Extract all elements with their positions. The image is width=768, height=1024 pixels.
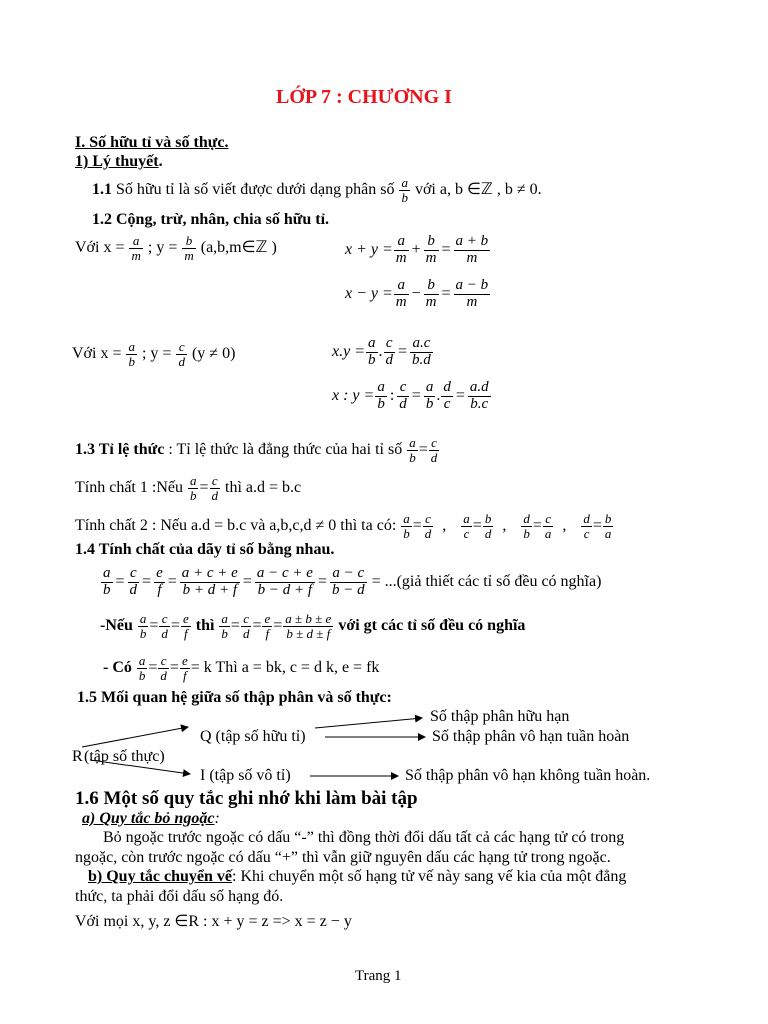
numerator: c (128, 566, 140, 583)
denominator: b − d + f (257, 581, 313, 598)
operator: = (199, 478, 209, 496)
numerator: a.c (410, 336, 433, 353)
denominator: c (583, 525, 590, 541)
denominator: m (425, 293, 437, 310)
separator: , (442, 516, 447, 534)
rule-b-line-2: thức, ta phải đổi dấu số hạng đó. (75, 888, 284, 905)
denominator: d (161, 625, 168, 641)
denominator: d (242, 625, 250, 641)
numerator: a + c + e (181, 565, 238, 581)
denominator: m (395, 293, 407, 310)
denominator: d (160, 667, 167, 683)
operator: = (592, 516, 602, 534)
denominator: b (377, 395, 385, 412)
denominator: c (463, 525, 470, 541)
numerator: e (264, 611, 271, 626)
operator: . (378, 342, 383, 360)
numerator: c (543, 512, 554, 527)
numerator: a (377, 379, 385, 395)
label-nonrepeating-decimal: Số thập phân vô hạn không tuần hoàn. (405, 767, 651, 784)
denominator: d (399, 395, 407, 412)
denominator: d (430, 449, 438, 465)
denominator: m (184, 247, 194, 263)
denominator: c (443, 395, 451, 412)
numerator: a (221, 611, 228, 626)
label-repeating-decimal: Số thập phân vô hạn tuần hoàn (432, 728, 630, 745)
item-1-3-heading: 1.3 Tỉ lệ thức (75, 440, 165, 458)
label-finite-decimal: Số thập phân hữu hạn (430, 708, 570, 725)
numerator: a.d (469, 379, 489, 395)
denominator: b ± d ± f (286, 625, 331, 641)
operator: − (411, 284, 421, 302)
denominator: b (368, 351, 376, 368)
numerator: c (429, 436, 440, 451)
numerator: b (182, 234, 195, 249)
operator: = (170, 616, 180, 634)
numerator: e (156, 565, 163, 581)
numerator: b (484, 511, 492, 526)
numerator: c (423, 512, 434, 527)
numerator: b (424, 234, 439, 251)
numerator: a (103, 565, 111, 581)
numerator: e (182, 611, 189, 626)
numerator: d (443, 379, 451, 395)
item-1-2-heading: 1.2 Cộng, trừ, nhân, chia số hữu tỉ. (92, 211, 330, 228)
operator: + (411, 240, 421, 258)
denominator: b (139, 625, 147, 641)
numerator: a (138, 653, 146, 668)
label-real-set: (tập số thực) (84, 748, 165, 765)
property-1-suffix: thì a.d = b.c (221, 478, 302, 496)
numerator: c (210, 474, 221, 489)
lhs: x.y = (332, 342, 365, 360)
denominator: b − d (331, 581, 365, 598)
item-1-1-text: Số hữu tỉ là số viết được dưới dạng phân số (112, 180, 399, 198)
denominator: d (385, 351, 393, 368)
label-irrational-set: I (tập số vô tỉ) (200, 767, 291, 784)
operator: = (230, 616, 240, 634)
numerator: a (394, 278, 409, 295)
operator: = (418, 440, 428, 458)
lhs: x − y = (345, 284, 393, 302)
numerator: b (424, 278, 439, 295)
denominator: b (401, 189, 408, 205)
have-label: - Có (103, 658, 136, 676)
denominator: b.d (412, 351, 431, 368)
denominator: d (178, 353, 185, 369)
operator: = (148, 658, 158, 676)
numerator: a (128, 339, 135, 354)
operator: . (436, 386, 441, 404)
arrow-q-to-finite (315, 718, 422, 728)
rule-a-line-2: ngoặc, còn trước ngoặc có dấu “+” thì vẫn giữ nguyên dấu các hạng tử trong ngoặc. (75, 849, 611, 866)
condition-label: (y ≠ 0) (187, 344, 236, 362)
operator: = (142, 572, 152, 590)
theory-label: 1) Lý thuyết (75, 153, 159, 170)
with-x-label: Với x = (72, 344, 126, 362)
numerator: a ± b ± e (285, 611, 332, 626)
denominator: b (138, 667, 146, 683)
item-1-6-heading: 1.6 Một số quy tắc ghi nhớ khi làm bài tập (75, 788, 418, 809)
denominator: a (604, 525, 612, 541)
operator: = (242, 572, 252, 590)
page-number: Trang 1 (355, 968, 402, 984)
denominator: f (183, 667, 187, 683)
denominator: b (403, 525, 410, 541)
rule-b-line-3: Với mọi x, y, z ∈R : x + y = z => x = z − y (75, 913, 352, 930)
rule-b-line-1 (88, 868, 626, 886)
denominator: f (157, 581, 162, 598)
property-2-prefix: Tính chất 2 : Nếu a.d = b.c và a,b,c,d ≠ 0 thì ta có: (75, 516, 401, 534)
denominator: b (189, 487, 197, 503)
separator: , (502, 516, 507, 534)
denominator: b (425, 395, 434, 412)
numerator: d (583, 511, 590, 526)
numerator: a − c + e (256, 565, 313, 581)
denominator: m (131, 247, 141, 263)
item-1-5-heading: 1.5 Mối quan hệ giữa số thập phân và số thực: (77, 689, 392, 706)
rule-a-title-text: a) Quy tắc bỏ ngoặc (82, 810, 215, 827)
operator: = (472, 516, 482, 534)
numerator: c (384, 336, 396, 353)
label-real-set-letter: R (72, 748, 83, 765)
denominator: b (409, 449, 416, 465)
denominator: m (466, 293, 478, 310)
denominator: b (221, 625, 228, 641)
denominator: f (265, 625, 270, 641)
rule-a-colon: : (214, 810, 220, 827)
operator: = (149, 616, 159, 634)
denominator: d (211, 487, 218, 503)
theory-dot: . (158, 153, 163, 170)
operator: = (532, 516, 542, 534)
numerator: c (241, 612, 252, 627)
numerator: a (368, 335, 376, 351)
item-1-1-tail: với a, b ∈ℤ , b ≠ 0. (410, 180, 542, 198)
numerator: a (401, 175, 408, 190)
denominator: b.c (470, 395, 489, 412)
operator: = (455, 386, 465, 404)
arrow-r-to-q (82, 727, 188, 747)
numerator: a (139, 611, 147, 626)
operator: : (389, 386, 395, 404)
section-heading: I. Số hữu tỉ và số thực. (75, 134, 229, 151)
property-1-prefix: Tính chất 1 :Nếu (75, 478, 187, 496)
denominator: m (425, 249, 437, 266)
denominator: b (103, 581, 111, 598)
lhs: x : y = (332, 386, 375, 404)
operator: = (273, 616, 283, 634)
rule-a-line-1: Bỏ ngoặc trước ngoặc có dấu “-” thì đồng thời đổi dấu tất cả các hạng tử có trong (103, 829, 625, 846)
operator: = (441, 240, 451, 258)
numerator: c (176, 340, 187, 355)
operator: = (115, 572, 125, 590)
numerator: e (181, 653, 188, 668)
then-label: thì (191, 616, 219, 634)
numerator: a (409, 435, 416, 450)
page-title: LỚP 7 : CHƯƠNG I (276, 86, 452, 108)
item-1-4-heading: 1.4 Tính chất của dãy tỉ số bằng nhau. (75, 541, 335, 558)
denominator: b (128, 353, 135, 369)
operator: = (169, 658, 179, 676)
numerator: c (397, 380, 409, 397)
if-label: -Nếu (100, 616, 137, 634)
operator: = (167, 572, 177, 590)
if-then-tail: với gt các tỉ số đều có nghĩa (334, 616, 526, 634)
numerator: b (604, 511, 612, 526)
ratio-chain-tail: = ...(giả thiết các tỉ số đều có nghĩa) (367, 572, 602, 590)
operator: = (317, 572, 327, 590)
with-x-label: Với x = (75, 238, 129, 256)
denominator: d (424, 525, 432, 541)
denominator: b + d + f (182, 581, 237, 598)
label-rational-set: Q (tập số hữu tỉ) (200, 728, 306, 745)
numerator: a (189, 473, 197, 488)
lhs: x + y = (345, 240, 393, 258)
sep-label: ; y = (137, 344, 176, 362)
denominator: m (395, 249, 407, 266)
separator: , (562, 516, 567, 534)
denominator: b (523, 525, 530, 541)
operator: = (412, 516, 422, 534)
numerator: a (129, 234, 142, 249)
operator: = (398, 342, 408, 360)
denominator: m (466, 249, 478, 266)
numerator: c (159, 612, 170, 627)
denominator: d (484, 525, 492, 541)
denominator: a (544, 525, 552, 541)
rule-b-text: : Khi chuyển một số hạng tử vế này sang vế kia của một đẳng (232, 868, 627, 885)
numerator: a (394, 234, 409, 251)
operator: = (441, 284, 451, 302)
rule-a-title (82, 810, 220, 828)
operator: = (411, 386, 421, 404)
numerator: a (463, 511, 470, 526)
rule-b-title: b) Quy tắc chuyển vế (88, 868, 232, 885)
sep-label: ; y = (143, 238, 182, 256)
numerator: a − b (455, 277, 489, 293)
numerator: d (523, 511, 530, 526)
operator: = (252, 616, 262, 634)
have-tail: = k Thì a = bk, c = d k, e = fk (190, 658, 380, 676)
denominator: d (129, 581, 138, 598)
numerator: c (158, 654, 169, 669)
item-1-3-text: : Tỉ lệ thức là đẳng thức của hai tỉ số (164, 440, 407, 458)
condition-label: (a,b,m∈ℤ ) (196, 238, 277, 256)
numerator: a (403, 511, 410, 526)
numerator: a + b (455, 233, 489, 249)
denominator: f (184, 625, 188, 641)
item-1-1-num: 1.1 (92, 180, 112, 198)
numerator: a (425, 379, 434, 395)
numerator: a − c (330, 566, 367, 583)
